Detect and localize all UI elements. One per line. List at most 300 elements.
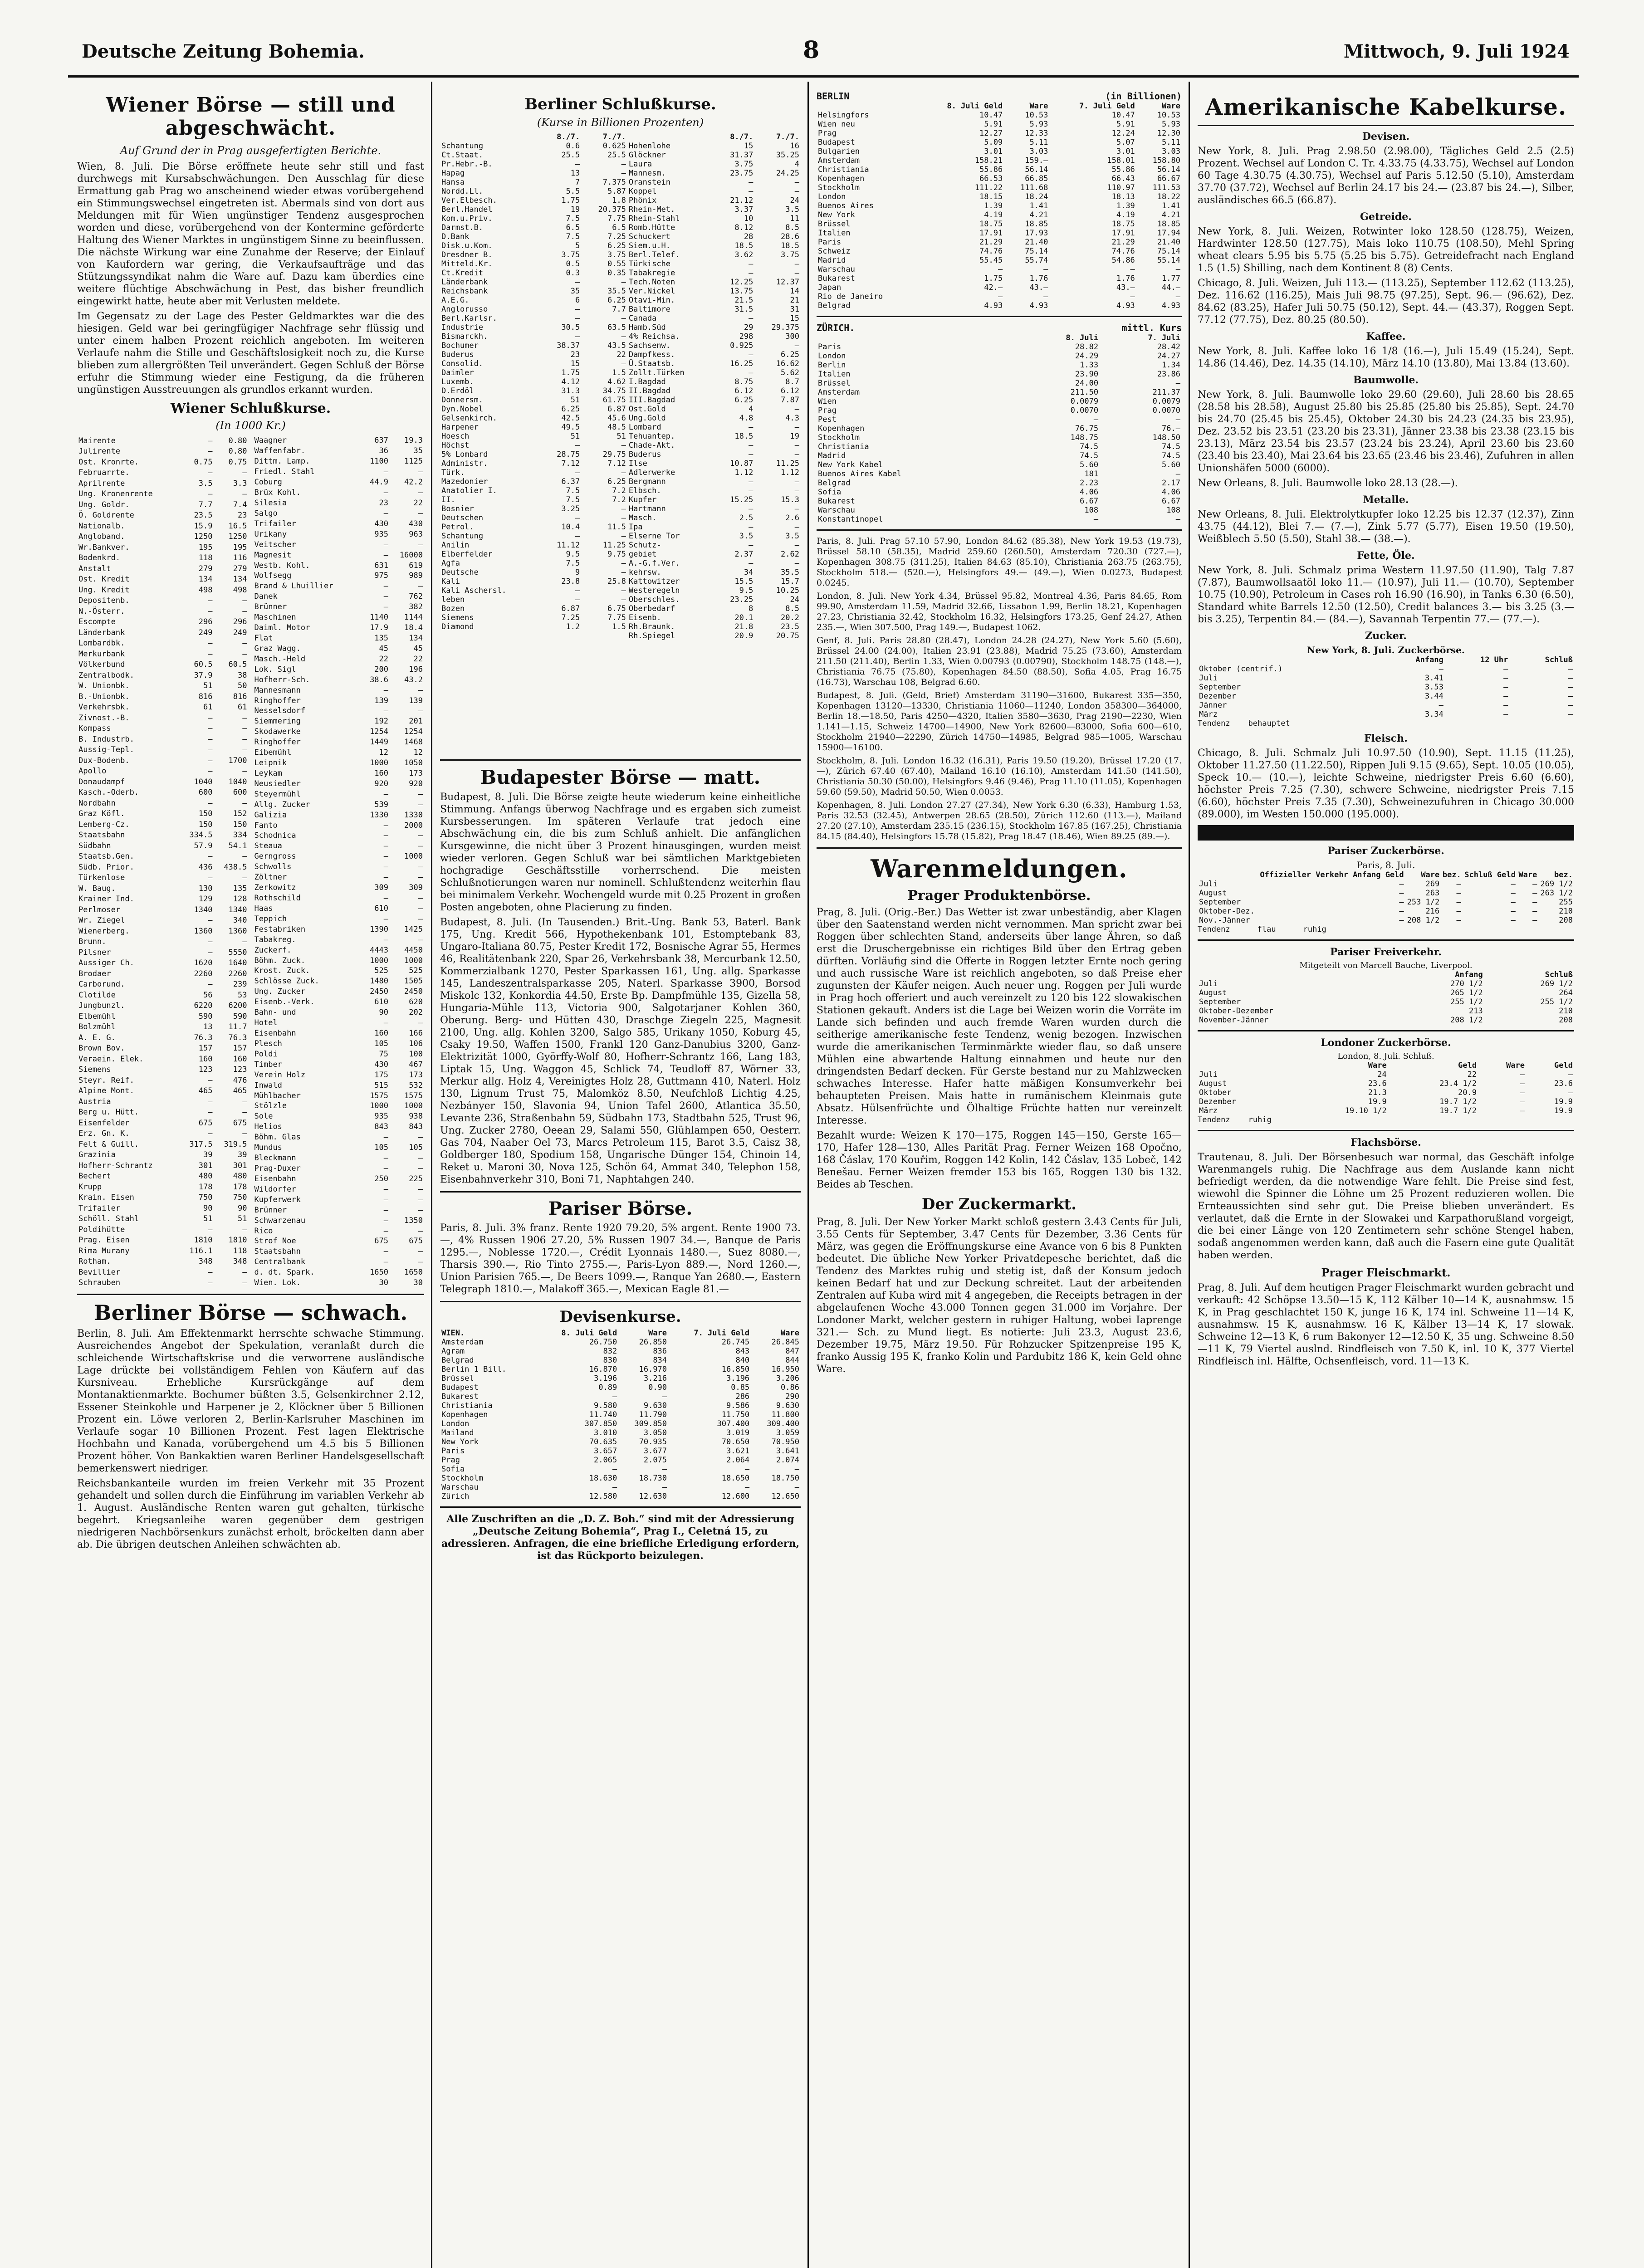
table-cell: 11.800 — [771, 1410, 799, 1419]
table-cell: 7.375 — [602, 178, 626, 187]
table-cell: Stockholm — [818, 433, 860, 442]
table-row — [1198, 710, 1574, 719]
table-row — [817, 183, 1182, 192]
table-cell: — — [208, 937, 213, 947]
table-cell: 1340 — [228, 905, 247, 914]
table-cell: Timber — [254, 1060, 282, 1069]
table-cell: Urikany — [254, 529, 287, 539]
table-cell: 54.86 — [1111, 256, 1135, 265]
table-cell: 15 — [790, 314, 799, 323]
table-cell: Graz Köfl. — [78, 809, 125, 819]
table-cell: — — [749, 523, 754, 532]
table-cell: II. — [441, 495, 455, 504]
table-cell: 5.09 — [984, 138, 1003, 147]
table-cell: Schwolls — [254, 862, 292, 872]
table-cell: 15.9 — [194, 521, 213, 531]
table-cell: Staatsb.Gen. — [78, 852, 134, 861]
table-cell: 1.12 — [781, 468, 799, 477]
table-cell: — — [1399, 889, 1404, 898]
table-cell: 43.5 — [607, 341, 626, 350]
table-cell: Bukarest — [441, 1392, 479, 1401]
table-cell: 18.650 — [721, 1474, 750, 1483]
table-cell: 139 — [409, 696, 423, 705]
table-cell: 19.3 — [404, 436, 423, 445]
table-cell: Mannesm. — [628, 169, 666, 178]
table-cell: — — [1568, 1070, 1573, 1079]
table-cell: 3.34 — [1424, 710, 1443, 719]
table-cell: 4.21 — [1162, 210, 1180, 220]
table-cell: — — [383, 1195, 389, 1204]
table-cell: Bahn- und — [254, 1008, 296, 1017]
table-cell: — — [1568, 665, 1573, 674]
table-cell: — — [208, 1075, 213, 1085]
table-cell: — — [612, 1392, 617, 1401]
table-row — [440, 486, 801, 495]
table-row — [440, 1447, 801, 1456]
table-row — [1198, 916, 1574, 925]
table-cell: — — [621, 586, 626, 595]
table-cell: B.-Unionbk. — [78, 692, 130, 701]
table-cell: 18.22 — [1157, 192, 1180, 201]
table-cell: 24.25 — [776, 169, 799, 178]
table-row — [253, 924, 425, 934]
table-cell: Poldi — [254, 1049, 278, 1059]
exchange-report: Paris, 8. Juli. Prag 57.10 57.90, London 84.62 (85.38), New York 19.53 (19.73), Brüssel 58.10 (58.35), Madrid 259.60 (260.50), Amsterdam 720.30 (727.—), Kopenhagen 308.75 (311.25), Italien 84.63 (85.10), Christiania 263.75 (263.75), Stockholm 518.— (520.—), Helsingfors 49.— (49.—), Wien 0.0273, Budapest 0.0245. — [817, 536, 1182, 588]
table-row — [440, 386, 801, 396]
table-cell: — — [1568, 692, 1573, 701]
table-cell: gebiet — [628, 550, 657, 559]
table-cell: 26.850 — [639, 1338, 667, 1347]
table-cell: Diamond — [441, 622, 474, 631]
table-cell: Kopenhagen — [818, 424, 865, 433]
table-cell: Adlerwerke — [628, 468, 675, 477]
table-row — [440, 441, 801, 450]
table-cell: 836 — [653, 1347, 667, 1356]
table-cell: Petrol. — [441, 523, 474, 532]
table-cell: Coburg — [254, 478, 282, 487]
table-cell: 8.75 — [734, 377, 754, 386]
table-cell: — — [383, 1205, 389, 1215]
table-cell: 38.37 — [557, 341, 580, 350]
table-cell: 1340 — [194, 905, 213, 914]
table-cell: Juli — [1199, 1070, 1218, 1079]
table-row — [77, 873, 249, 884]
table-cell: 18.5 — [781, 241, 799, 250]
table-cell: 16000 — [399, 550, 423, 560]
tendenz-value: flau — [1257, 925, 1276, 934]
table-cell: 816 — [198, 692, 213, 701]
table-cell: — — [383, 1133, 389, 1142]
table-cell: — — [208, 713, 213, 723]
table-cell: — — [1456, 889, 1461, 898]
table-cell: 192 — [374, 717, 389, 726]
table-header-cell: Ware — [1029, 102, 1048, 111]
table-cell: 60.5 — [228, 660, 247, 670]
table-cell: Bulgarien — [818, 147, 860, 156]
table-cell: Magnesit — [254, 550, 292, 560]
tendenz-value: ruhig — [1303, 925, 1326, 934]
table-cell: Aprilrente — [78, 479, 125, 488]
table-row — [253, 1226, 425, 1236]
table-row — [77, 670, 249, 681]
table-cell: Nordd.Ll. — [441, 187, 484, 196]
table-cell: 436 — [198, 862, 213, 872]
table-cell: 1000 — [370, 1101, 389, 1111]
table-cell: 1505 — [404, 977, 423, 986]
table-cell: Konstantinopel — [818, 515, 883, 524]
table-cell: Rotham. — [78, 1257, 111, 1266]
table-cell: — — [208, 873, 213, 883]
table-cell: — — [383, 540, 389, 549]
table-cell: Buderus — [628, 450, 661, 459]
table-cell: — — [1532, 898, 1537, 907]
article-paragraph: Prag, 8. Juli. Auf dem heutigen Prager Fleischmarkt wurden gebracht und verkauft: 42 Schöpse 13.50—15 K, 112 Kälber 10—14 K, ausnahmsw. 15 K, in Prag geschlachtet 150 K, junge 16 K, 174 inl. Schweine 11—14 K, ausnahmsw. 15 K, ausnahmsw. 16 K, Kälber 13—14 K, 17 slowak. Schweine 12—13 K, 6 rum Bakonyer 12—12.50 K, 35 ung. Schweine 8.50—11 K, 79 Viertel auslnd. Rindfleisch von 7.50 K, inl. 10 K, 377 Viertel Rindfleisch inl. Hälfte, Ochsenfleisch, vord. 11—13 K. — [1198, 1282, 1574, 1367]
table-row — [440, 341, 801, 350]
foreign-exchange-notes — [817, 536, 1182, 842]
table-row — [77, 499, 249, 510]
table-row — [77, 862, 249, 873]
table-cell: Schodnica — [254, 831, 296, 841]
table-cell: Südbahn — [78, 841, 111, 850]
table-row — [440, 196, 801, 205]
table-row — [77, 1096, 249, 1107]
table-cell: 1.39 — [984, 201, 1003, 210]
article-paragraph: New York, 8. Juli. Weizen, Rotwinter loko 128.50 (128.75), Weizen, Hardwinter 128.50 (127.75), Mais loko 110.75 (108.50), Mehl Spring wheat clears 5.95 bis 5.75 (5.25 bis 5.75). Getreidefracht nach England 1.5 (1.5) Shilling, nach dem Kontinent 8 (8) Cents. — [1198, 226, 1574, 274]
table-cell: leben — [441, 595, 465, 604]
table-cell: — — [1130, 265, 1135, 274]
table-row — [253, 1153, 425, 1163]
table-row — [77, 681, 249, 692]
table-row — [253, 477, 425, 488]
table-cell: 3.059 — [776, 1428, 799, 1437]
table-cell: 3.641 — [776, 1447, 799, 1456]
table-cell: — — [383, 1018, 389, 1028]
table-cell: 1144 — [404, 613, 423, 622]
table-cell: 2.6 — [785, 513, 799, 523]
table-cell: 6.87 — [561, 604, 580, 613]
table-cell: — — [383, 1257, 389, 1267]
table-row — [817, 415, 1182, 424]
table-cell: — — [662, 1465, 667, 1474]
table-cell: 111.53 — [1152, 183, 1180, 192]
table-cell: 15.3 — [781, 495, 799, 504]
table-row — [817, 479, 1182, 488]
table-cell: 22 — [379, 654, 389, 664]
table-cell: 830 — [603, 1356, 617, 1365]
table-cell: 255 1/2 — [1450, 997, 1483, 1007]
table-cell: 21.40 — [1157, 238, 1180, 247]
table-cell: — — [208, 745, 213, 755]
table-row — [440, 432, 801, 441]
table-cell: 7.2 — [612, 486, 626, 495]
table-cell: 296 — [198, 617, 213, 627]
table-row — [253, 664, 425, 675]
table-cell: Mailand — [441, 1428, 474, 1437]
table-row — [817, 220, 1182, 229]
table-cell: Canada — [628, 314, 657, 323]
article-paragraph: Wien, 8. Juli. Die Börse eröffnete heute sehr still und fast durchwegs mit Kursabschwächungen. Den Ausschlag für diese Ermattung gab Prag wo anscheinend wieder etwas vorübergehend ein Stimmungswechsel eingetreten ist. Abermals sind von dort aus Meldungen mit für Wien ungünstiger Tendenz ausgesprochen worden und diese, vorübergehend von der Kontermine geförderte Haltung des Wiener Marktes in ungünstigem Sinne zu beeinflussen. Die nächste Wirkung war eine Zunahme der Reserve; der Einlauf von Kaufordern war gering, die Verkaufsaufträge und das Stützungssyndikat nahm die Ware auf. Dazu kam überdies eine weitere flüchtige Abschwächung in Pest, das bisher freundlich eingewirkt hatte, heute aber mit Verlusten meldete. — [77, 161, 424, 307]
table-cell: Oktober-Dezember — [1199, 1007, 1273, 1016]
table-cell: Mannesmann — [254, 685, 301, 695]
table-cell: 7.7 — [612, 305, 626, 314]
table-cell: Dampfkess. — [628, 350, 675, 359]
table-row — [817, 156, 1182, 165]
table-cell: 28.82 — [1075, 342, 1099, 352]
table-cell: 55.86 — [1111, 165, 1135, 174]
table-cell: — — [575, 513, 580, 523]
pariser-zuckerboerse-sub: Paris, 8. Juli. — [1356, 860, 1415, 870]
table-cell: 43.— — [1029, 283, 1048, 292]
table-cell: Brüx Kohl. — [254, 488, 301, 498]
table-cell: 21.40 — [1025, 238, 1048, 247]
table-cell — [542, 631, 581, 640]
table-header-cell: Schluß Geld — [1464, 870, 1516, 880]
table-cell: 590 — [198, 1012, 213, 1021]
table-cell: Brodaer — [78, 969, 111, 978]
table-cell: 255 1/2 — [1540, 997, 1573, 1007]
table-row — [440, 359, 801, 368]
table-cell: — — [1093, 515, 1099, 524]
table-cell: 18.75 — [1111, 220, 1135, 229]
table-cell: 44.9 — [370, 478, 389, 487]
table-cell: — — [418, 1247, 423, 1256]
table-row — [817, 352, 1182, 361]
table-cell: New York Kabel — [818, 460, 883, 469]
table-cell — [581, 631, 627, 640]
table-cell: 5.5 — [566, 187, 580, 196]
table-cell: 106 — [409, 1039, 423, 1048]
table-header-cell: Schluß — [1545, 655, 1573, 665]
table-row — [77, 958, 249, 969]
table-cell: Mühlbacher — [254, 1091, 301, 1100]
table-header-cell: Ware — [1518, 870, 1537, 880]
table-cell: Schwarzenau — [254, 1216, 306, 1225]
table-cell: 50 — [238, 681, 247, 691]
table-cell: 76.3 — [194, 1033, 213, 1042]
table-row — [77, 489, 249, 500]
table-cell: — — [242, 734, 247, 744]
table-cell: 7.75 — [607, 613, 626, 622]
table-row — [817, 174, 1182, 183]
table-cell: 6.25 — [561, 405, 580, 414]
table-cell: 20.2 — [781, 613, 799, 622]
table-cell: — — [621, 595, 626, 604]
table-cell: Warschau — [818, 265, 855, 274]
table-cell: 23.5 — [194, 511, 213, 520]
devisen-subheading: Devisen. — [1362, 131, 1410, 142]
table-header-cell: 7. Juli Geld — [694, 1329, 750, 1338]
table-cell: B. Industrb. — [78, 734, 134, 744]
wiener-schlusskurse-heading: Wiener Schlußkurse. — [170, 401, 331, 416]
table-cell: 2.075 — [643, 1456, 667, 1465]
table-cell: Ung.Gold — [628, 414, 666, 423]
table-cell: Hotel — [254, 1018, 278, 1028]
table-cell: Rio de Janeiro — [818, 292, 883, 301]
table-row — [440, 205, 801, 214]
table-row — [253, 1028, 425, 1039]
table-row — [1198, 907, 1574, 916]
table-cell: 3.5 — [785, 532, 799, 541]
table-header-cell — [817, 102, 917, 111]
table-cell: 0.3 — [566, 269, 580, 278]
table-cell: Jungbunzl. — [78, 1001, 125, 1011]
table-cell: Schantung — [441, 142, 484, 151]
table-cell: 9.586 — [726, 1401, 750, 1410]
table-cell: — — [242, 1225, 247, 1234]
table-cell: 1425 — [404, 924, 423, 934]
table-cell: 18.4 — [404, 623, 423, 633]
table-cell: 6.25 — [734, 396, 754, 405]
article-paragraph: New Orleans, 8. Juli. Baumwolle loko 28.13 (28.—). — [1198, 478, 1458, 489]
table-cell: 0.0070 — [1152, 406, 1180, 415]
table-cell: 61 — [238, 703, 247, 712]
table-cell: — — [1175, 265, 1180, 274]
table-header-cell: Schluß — [1545, 970, 1573, 979]
table-cell: — — [1043, 292, 1048, 301]
table-cell: 7.12 — [561, 459, 580, 468]
table-cell: New York — [441, 1437, 479, 1447]
table-cell: 7.12 — [607, 459, 626, 468]
table-cell: 0.75 — [194, 457, 213, 467]
table-cell: Koppel — [628, 187, 657, 196]
table-cell: 66.43 — [1111, 174, 1135, 183]
table-row — [77, 990, 249, 1001]
table-cell: — — [383, 1216, 389, 1225]
table-row — [253, 456, 425, 467]
table-cell: — — [383, 582, 389, 591]
table-cell: Böhm. Zuck. — [254, 956, 306, 965]
table-row — [77, 841, 249, 851]
table-cell: 134 — [198, 575, 213, 584]
table-cell: 382 — [409, 602, 423, 612]
table-row — [1198, 701, 1574, 710]
table-row — [253, 903, 425, 914]
table-cell: 465 — [233, 1086, 247, 1096]
table-cell: Kupferwerk — [254, 1195, 301, 1204]
table-cell: 15 — [744, 142, 754, 151]
table-cell: 118 — [233, 1246, 247, 1256]
table-cell: 1140 — [370, 613, 389, 622]
table-row — [77, 457, 249, 468]
table-cell: Brown Bov. — [78, 1044, 125, 1053]
table-cell: 196 — [409, 665, 423, 674]
table-cell: 1330 — [370, 810, 389, 820]
table-cell: 532 — [409, 1080, 423, 1090]
table-cell: 24 — [1377, 1070, 1387, 1079]
table-cell: — — [208, 1129, 213, 1139]
table-cell: 750 — [233, 1193, 247, 1202]
table-cell: — — [418, 467, 423, 477]
table-cell: Brüssel — [441, 1374, 474, 1383]
table-row — [253, 518, 425, 529]
table-cell: 18.750 — [771, 1474, 799, 1483]
table-cell: 9.75 — [607, 550, 626, 559]
devisen-table — [440, 1329, 801, 1501]
table-cell: Brunn. — [78, 937, 107, 947]
table-cell: 269 — [1425, 880, 1440, 889]
issue-date: Mittwoch, 9. Juli 1924 — [1343, 41, 1570, 62]
table-cell: Verkehrsbk. — [78, 703, 130, 712]
table-cell: 17.94 — [1157, 229, 1180, 238]
table-row — [1198, 1097, 1574, 1106]
table-cell: 6.25 — [607, 241, 626, 250]
table-cell: Anatolier I. — [441, 486, 497, 495]
table-row — [77, 1278, 249, 1289]
table-cell: — — [208, 596, 213, 606]
table-cell: Aussig-Tepl. — [78, 745, 134, 755]
column-divider — [807, 82, 809, 2268]
table-cell: 24.00 — [1075, 379, 1099, 388]
article-paragraph: Prag, 8. Juli. (Orig.-Ber.) Das Wetter ist zwar unbeständig, aber Klagen über den Saatenstand werden nicht vernommen. Man spricht zwar bei Roggen über schlechten Stand, anderseits über lange Ähren, so daß erst die Druschergebnisse ein richtiges Bild über den Ertrag geben dürften. Vorläufig sind die Offerte in Roggen letzter Ernte noch gering und auch russische Ware ist reichlich angeboten, so daß Preise eher zugunsten der Käufer neigen. Auch neuer ung. Roggen per Juli wurde in Prag hoch offeriert und auch vereinzelt zu 120 bis 122 slowakischen Stationen gekauft. Anders ist die Lage bei Weizen worin die Vorräte im Lande sich befinden und auch fremde Waren wurden durch die seitherige amerikanische feste Tendenz, wenig bezogen. Inzwischen wurde die amerikanischen Terminmärkte wieder flau, so daß unsere Mühlen eine abwartende Haltung einnahmen und heute nur den dringendsten Bedarf decken. Für Gerste bestand nur zu Mahlzwecken schwaches Interesse. Hafer hatte mäßigen Konsumverkehr bei behaupteten Preisen. Mais hatte in rumänischem Kleinmais gute Absatz. Hülsenfrüchte und Ölhaltige Früchte hatten nur vereinzelt Interesse. — [817, 907, 1182, 1126]
table-cell: 6.25 — [607, 296, 626, 305]
table-header-cell: Geld — [1554, 1061, 1573, 1070]
table-cell: Waffenfabr. — [254, 446, 306, 456]
table-cell: — — [794, 423, 799, 432]
table-cell: 263 — [1425, 889, 1440, 898]
table-cell: — — [1520, 1106, 1525, 1115]
table-cell: 465 — [198, 1086, 213, 1096]
table-cell: 1810 — [228, 1236, 247, 1245]
table-row — [1198, 898, 1574, 907]
table-cell: Ung. Zucker — [254, 987, 306, 997]
table-cell: Amsterdam — [818, 388, 860, 397]
table-cell: — — [242, 606, 247, 616]
table-cell: — — [208, 1108, 213, 1117]
table-row — [253, 737, 425, 748]
table-cell: 467 — [409, 1060, 423, 1069]
table-cell: — — [794, 486, 799, 495]
table-cell: Lombard — [628, 423, 661, 432]
table-header-cell: Geld — [1458, 1061, 1477, 1070]
table-cell: 28.75 — [557, 450, 580, 459]
table-cell: 12.30 — [1157, 129, 1180, 138]
table-cell: Berl.Telef. — [628, 250, 680, 259]
table-cell: 1.41 — [1162, 201, 1180, 210]
table-row — [253, 508, 425, 518]
table-cell: Stölzle — [254, 1101, 287, 1111]
table-cell: 166 — [409, 1029, 423, 1038]
table-row — [253, 685, 425, 695]
table-cell: Zollt.Türken — [628, 368, 685, 377]
table-row — [253, 914, 425, 924]
table-cell: 116.1 — [189, 1246, 213, 1256]
table-row — [440, 232, 801, 241]
table-row — [440, 160, 801, 169]
table-cell: Oberbedarf — [628, 604, 675, 613]
table-cell: August — [1199, 988, 1227, 997]
table-cell: 23.6 — [1554, 1079, 1573, 1088]
berliner-boerse-heading: Berliner Börse — schwach. — [93, 1300, 408, 1325]
table-cell: 6.5 — [566, 223, 580, 232]
table-cell: Kompass — [78, 724, 111, 733]
table-cell: 208 1/2 — [1407, 916, 1440, 925]
kabelkurse-heading: Amerikanische Kabelkurse. — [1205, 93, 1567, 120]
table-cell: 4.93 — [1116, 301, 1135, 310]
table-cell: 301 — [233, 1161, 247, 1170]
table-row — [440, 332, 801, 341]
table-row — [440, 622, 801, 631]
table-cell: 6.37 — [561, 477, 580, 486]
table-cell: 54.1 — [228, 841, 247, 850]
table-cell: 539 — [374, 800, 389, 809]
table-cell: Angloband. — [78, 532, 125, 542]
table-cell: Bergmann — [628, 477, 666, 486]
table-cell: 2000 — [404, 821, 423, 830]
table-cell: 20.75 — [776, 631, 799, 640]
table-cell: — — [1503, 692, 1508, 701]
table-cell: — — [208, 447, 213, 456]
table-cell: 160 — [233, 1054, 247, 1064]
